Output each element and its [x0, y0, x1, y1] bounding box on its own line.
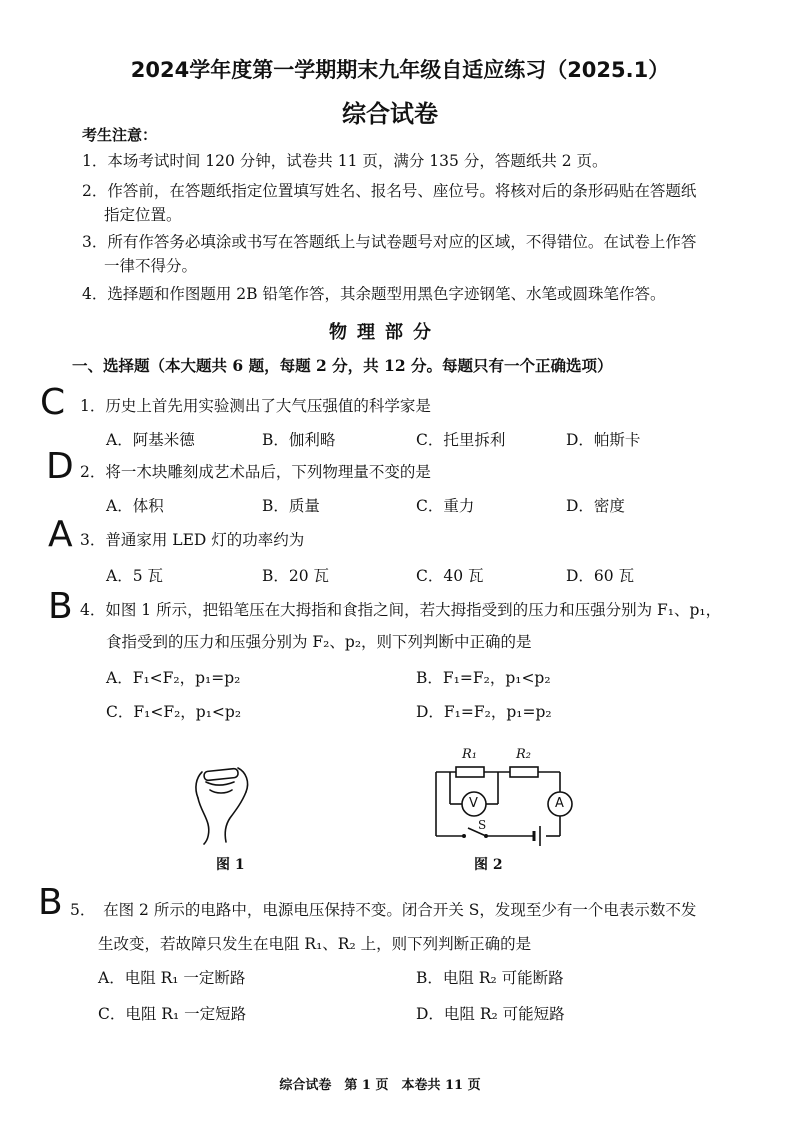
notice-item-2: 2．作答前，在答题纸指定位置填写姓名、报名号、座位号。将核对后的条形码贴在答题纸 [82, 182, 697, 200]
q2-option-b: B．质量 [262, 497, 320, 515]
question-5-stem-2: 生改变，若故障只发生在电阻 R₁、R₂ 上，则下列判断正确的是 [98, 935, 532, 953]
q2-option-a: A．体积 [106, 497, 164, 515]
figure-1-hand-pencil [186, 760, 266, 846]
q5-option-c: C．电阻 R₁ 一定短路 [98, 1005, 247, 1023]
question-5-stem-1: 5． 在图 2 所示的电路中，电源电压保持不变。闭合开关 S，发现至少有一个电表示数不发 [70, 901, 697, 919]
handwritten-answer-2: D [46, 446, 74, 487]
exam-title: 2024学年度第一学期期末九年级自适应练习（2025.1） [130, 58, 670, 82]
q3-option-b: B．20 瓦 [262, 567, 330, 585]
figure-2-caption: 图 2 [474, 857, 503, 873]
q4-option-a: A．F₁<F₂，p₁=p₂ [106, 669, 241, 687]
handwritten-answer-5: B [38, 882, 63, 923]
q1-option-a: A．阿基米德 [106, 431, 195, 449]
question-4-stem-2: 食指受到的压力和压强分别为 F₂、p₂，则下列判断中正确的是 [106, 633, 532, 651]
handwritten-answer-3: A [48, 514, 73, 555]
switch-label: S [478, 818, 487, 832]
part-heading: 一、选择题（本大题共 6 题，每题 2 分，共 12 分。每题只有一个正确选项） [72, 356, 613, 375]
notice-item-2-cont: 指定位置。 [104, 206, 182, 224]
r2-label: R₂ [516, 747, 531, 762]
section-title: 物理部分 [329, 322, 441, 343]
question-1-stem: 1．历史上首先用实验测出了大气压强值的科学家是 [80, 397, 431, 415]
q4-option-d: D．F₁=F₂，p₁=p₂ [416, 703, 552, 721]
notice-item-3: 3．所有作答务必填涂或书写在答题纸上与试卷题号对应的区域，不得错位。在试卷上作答 [82, 233, 697, 251]
q2-option-d: D．密度 [566, 497, 625, 515]
q1-option-b: B．伽利略 [262, 431, 336, 449]
q5-option-a: A．电阻 R₁ 一定断路 [98, 969, 246, 987]
q1-option-c: C．托里拆利 [416, 431, 506, 449]
question-3-stem: 3．普通家用 LED 灯的功率约为 [80, 531, 305, 549]
page-footer: 综合试卷 第 1 页 本卷共 11 页 [279, 1078, 481, 1093]
voltmeter-label: V [469, 796, 478, 811]
q5-option-b: B．电阻 R₂ 可能断路 [416, 969, 564, 987]
notice-item-4: 4．选择题和作图题用 2B 铅笔作答，其余题型用黑色字迹钢笔、水笔或圆珠笔作答。 [82, 285, 666, 303]
q4-option-c: C．F₁<F₂，p₁<p₂ [106, 703, 242, 721]
ammeter-label: A [555, 796, 564, 811]
q2-option-c: C．重力 [416, 497, 475, 515]
exam-subtitle: 综合试卷 [342, 100, 438, 128]
q4-option-b: B．F₁=F₂，p₁<p₂ [416, 669, 551, 687]
q3-option-a: A．5 瓦 [106, 567, 163, 585]
q5-option-d: D．电阻 R₂ 可能短路 [416, 1005, 565, 1023]
notice-item-3-cont: 一律不得分。 [104, 257, 198, 275]
figure-1-caption: 图 1 [216, 857, 245, 873]
notice-item-1: 1．本场考试时间 120 分钟，试卷共 11 页，满分 135 分，答题纸共 2 页。 [82, 152, 608, 170]
question-4-stem-1: 4．如图 1 所示，把铅笔压在大拇指和食指之间，若大拇指受到的压力和压强分别为 F₁、p₁， [80, 601, 722, 619]
q1-option-d: D．帕斯卡 [566, 431, 641, 449]
notice-heading: 考生注意： [82, 126, 158, 144]
r1-label: R₁ [462, 747, 477, 762]
q3-option-c: C．40 瓦 [416, 567, 484, 585]
handwritten-answer-4: B [48, 586, 73, 627]
question-2-stem: 2．将一木块雕刻成艺术品后，下列物理量不变的是 [80, 463, 431, 481]
q3-option-d: D．60 瓦 [566, 567, 635, 585]
figure-2-circuit [430, 748, 590, 852]
handwritten-answer-1: C [40, 382, 66, 423]
